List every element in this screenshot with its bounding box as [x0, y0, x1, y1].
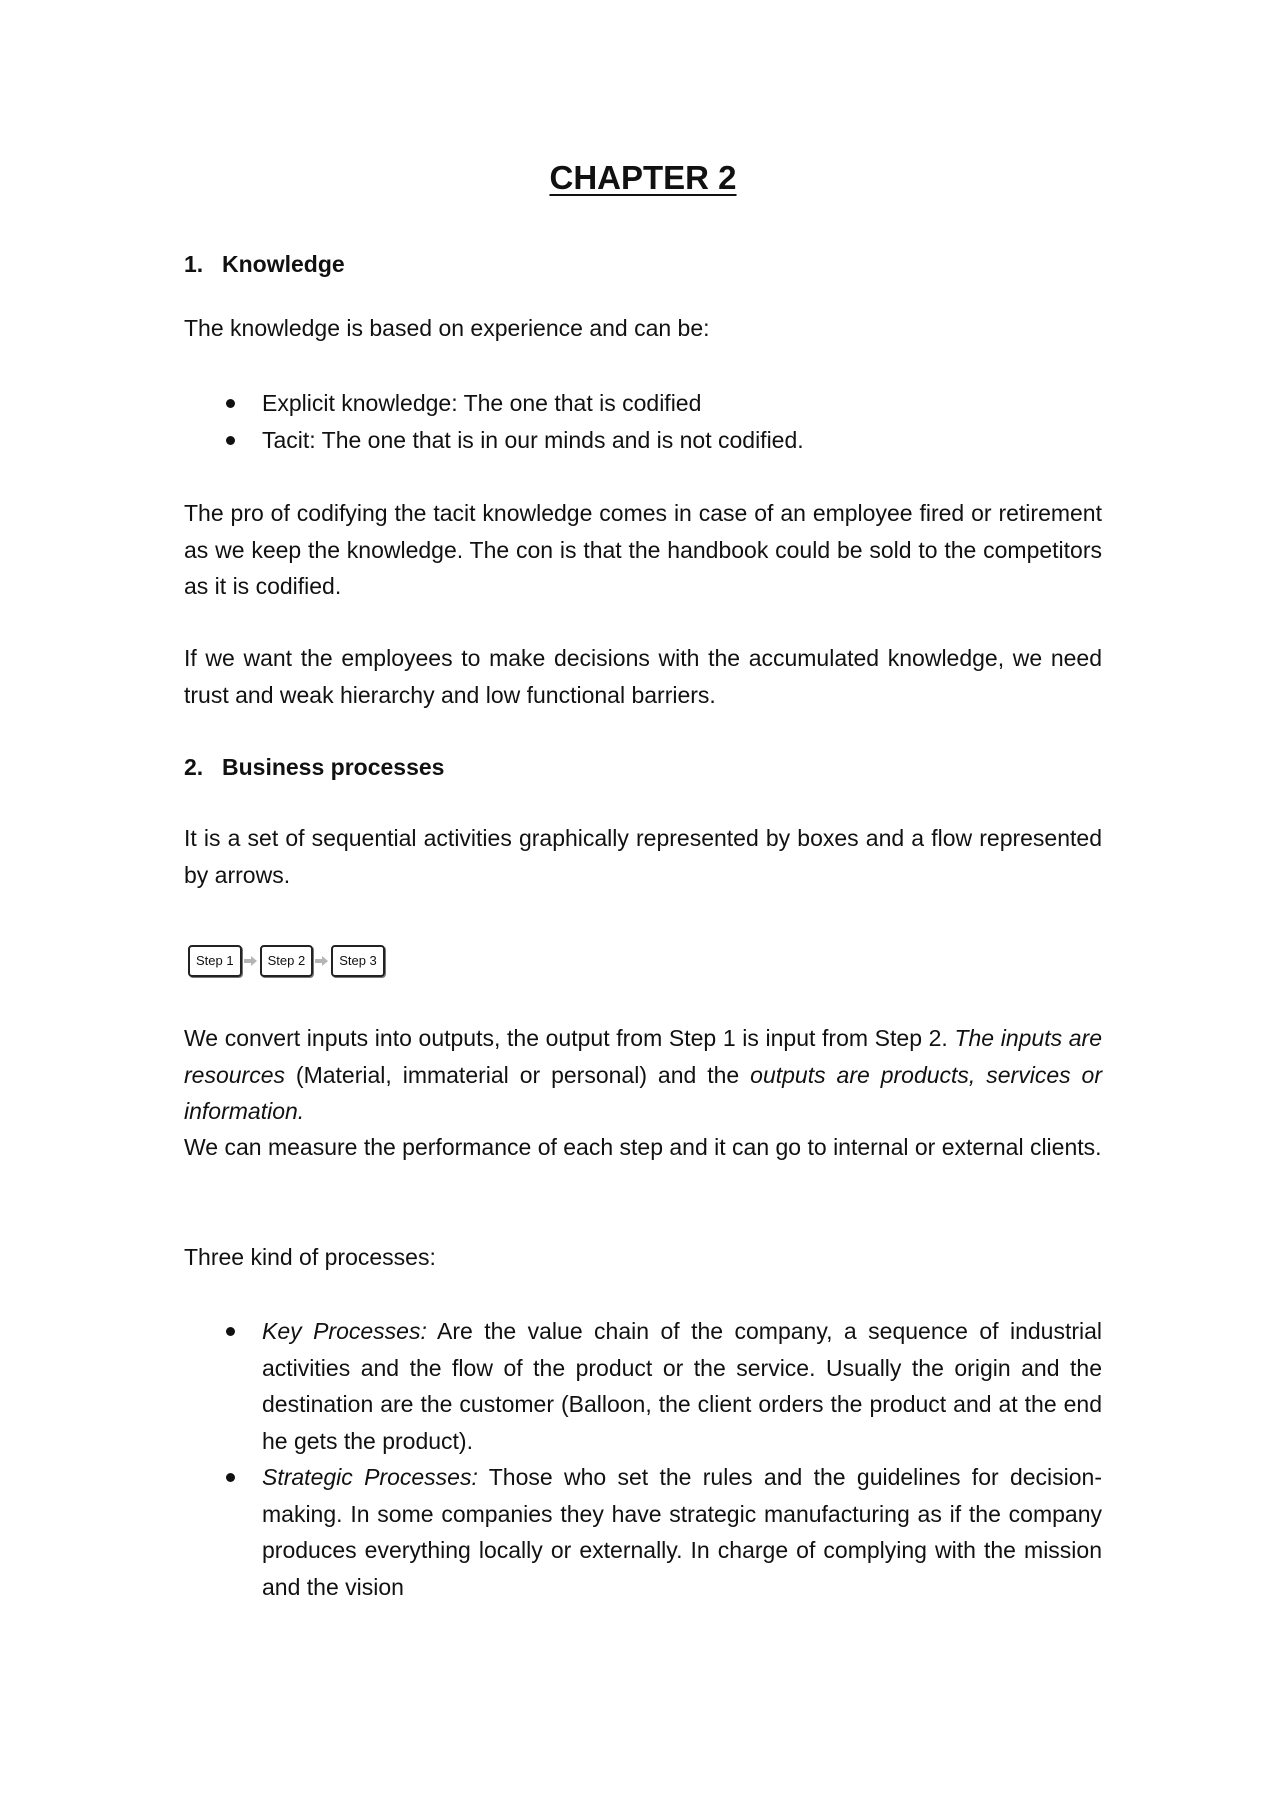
document-page [184, 0, 1102, 1811]
arrow-right-icon [313, 955, 331, 967]
business-processes-intro: It is a set of sequential activities graphically represented by boxes and a flow represented by arrows. [184, 825, 1102, 888]
process-kinds-list [184, 1313, 1102, 1605]
bullet-icon [226, 1327, 235, 1336]
list-item: Tacit: The one that is in our minds and is not codified. [184, 422, 1102, 459]
chapter-title-text: CHAPTER 2 [549, 159, 737, 196]
list-item: Key Processes: Are the value chain of the company, a sequence of industrial activities and the flow of the product or the service. Usually the origin and the destination are the customer (Balloon, the client orders the product and at the end he gets the product). [184, 1313, 1102, 1459]
list-item: Strategic Processes: Those who set the rules and the guidelines for decision-making. In some companies they have strategic manufacturing as if the company produces everything locally or externally. In charge of complying with the mission and the vision [184, 1459, 1102, 1605]
section-title: Business processes [222, 754, 445, 780]
processes-intro: Three kind of processes: [184, 1244, 436, 1270]
performance-paragraph: We can measure the performance of each step and it can go to internal or external clients. [184, 1134, 1102, 1160]
section-number: 1. [184, 251, 204, 277]
knowledge-types-list [184, 385, 1102, 458]
bullet-icon [226, 399, 235, 408]
section-heading-business-processes [184, 752, 444, 782]
flow-step-box: Step 3 [331, 945, 385, 977]
flow-step-box: Step 1 [188, 945, 242, 977]
arrow-right-icon [242, 955, 260, 967]
bullet-icon [226, 436, 235, 445]
bullet-icon [226, 1473, 235, 1482]
section-number: 2. [184, 754, 204, 780]
process-flow-diagram [188, 944, 385, 978]
flow-step-box: Step 2 [260, 945, 314, 977]
section-title: Knowledge [222, 251, 345, 277]
list-item: Explicit knowledge: The one that is codified [184, 385, 1102, 422]
codifying-paragraph: The pro of codifying the tacit knowledge comes in case of an employee fired or retirement as we keep the knowledge. The con is that the handbook could be sold to the competitors as it is codified. [184, 500, 1102, 599]
section-heading-knowledge [184, 249, 345, 279]
chapter-title [184, 156, 1102, 200]
inputs-outputs-paragraph: We convert inputs into outputs, the output from Step 1 is input from Step 2. The inputs are resources (Material, immaterial or personal) and the outputs are products, services or information. [184, 1025, 1102, 1124]
knowledge-intro: The knowledge is based on experience and can be: [184, 315, 710, 341]
decisions-paragraph: If we want the employees to make decisions with the accumulated knowledge, we need trust and weak hierarchy and low functional barriers. [184, 645, 1102, 708]
